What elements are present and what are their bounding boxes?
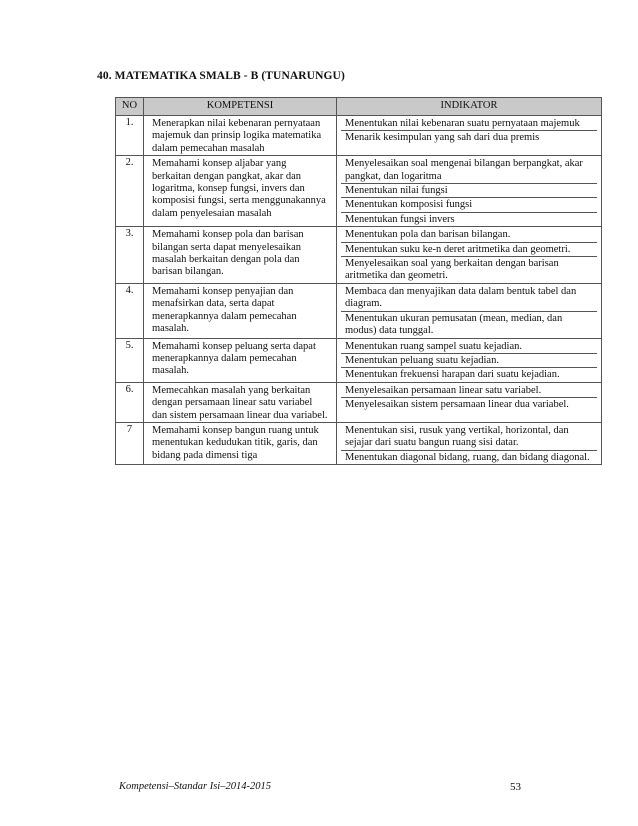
kompetensi-cell	[144, 422, 337, 464]
row-number: 6.	[116, 382, 144, 422]
table-row	[116, 283, 602, 338]
header-indikator: INDIKATOR	[337, 98, 602, 116]
header-no: NO	[116, 98, 144, 116]
page-number: 53	[510, 781, 521, 793]
table-row	[116, 116, 602, 156]
indikator-item: Menentukan suku ke-n deret aritmetika dan geometri.	[341, 243, 597, 257]
table-row	[116, 382, 602, 422]
kompetensi-cell	[144, 156, 337, 227]
section-title: 40. MATEMATIKA SMALB - B (TUNARUNGU)	[97, 70, 345, 82]
indikator-item: Menentukan diagonal bidang, ruang, dan bidang diagonal.	[345, 451, 590, 463]
indikator-cell	[337, 283, 602, 338]
indikator-item: Menentukan fungsi invers	[345, 213, 455, 225]
indikator-item: Menentukan peluang suatu kejadian.	[341, 354, 597, 368]
indikator-item: Menyelesaikan sistem persamaan linear dua variabel.	[345, 399, 569, 411]
kompetensi-text: Memecahkan masalah yang berkaitan dengan persamaan linear satu variabel dan sistem persamaan linear dua variabel.	[152, 384, 328, 421]
indikator-item: Menentukan sisi, rusuk yang vertikal, horizontal, dan sejajar dari suatu bangun ruang sisi datar.	[341, 424, 597, 451]
indikator-item: Menentukan komposisi fungsi	[341, 198, 597, 212]
kompetensi-text: Memahami konsep peluang serta dapat menerapkannya dalam pemecahan masalah.	[152, 340, 316, 377]
footer-text: Kompetensi–Standar Isi–2014-2015	[119, 781, 271, 792]
kompetensi-cell	[144, 227, 337, 284]
row-number: 5.	[116, 338, 144, 382]
indikator-item: Menentukan nilai kebenaran suatu pernyataan majemuk	[341, 117, 597, 131]
table-row	[116, 422, 602, 464]
table-row	[116, 227, 602, 284]
row-number: 7	[116, 422, 144, 464]
header-kompetensi: KOMPETENSI	[144, 98, 337, 116]
indikator-item: Menarik kesimpulan yang sah dari dua premis	[345, 132, 540, 144]
indikator-cell	[337, 422, 602, 464]
indikator-item: Menentukan pola dan barisan bilangan.	[341, 228, 597, 242]
indikator-item: Menyelesaikan persamaan linear satu variabel.	[341, 384, 597, 398]
table-row	[116, 338, 602, 382]
indikator-item: Menyelesaikan soal mengenai bilangan berpangkat, akar pangkat, dan logaritma	[341, 157, 597, 184]
kompetensi-text: Memahami konsep pola dan barisan bilangan serta dapat menyelesaikan masalah berkaitan dengan pola dan barisan bilangan.	[152, 229, 304, 278]
indikator-cell	[337, 338, 602, 382]
competency-table	[115, 97, 602, 465]
table-row	[116, 156, 602, 227]
kompetensi-text: Memahami konsep bangun ruang untuk menentukan kedudukan titik, garis, dan bidang pada dimensi tiga	[152, 424, 319, 461]
kompetensi-text: Memahami konsep penyajian dan menafsirkan data, serta dapat menerapkannya dalam pemecahan masalah.	[152, 285, 297, 335]
row-number: 4.	[116, 283, 144, 338]
indikator-cell	[337, 382, 602, 422]
kompetensi-cell	[144, 283, 337, 338]
indikator-item: Menentukan ukuran pemusatan (mean, median, dan modus) data tunggal.	[345, 312, 563, 337]
indikator-item: Menyelesaikan soal yang berkaitan dengan barisan aritmetika dan geometri.	[345, 258, 559, 282]
kompetensi-text: Menerapkan nilai kebenaran pernyataan majemuk dan prinsip logika matematika dalam pemecahan masalah	[152, 118, 322, 154]
indikator-item: Menentukan frekuensi harapan dari suatu kejadian.	[345, 369, 560, 381]
indikator-cell	[337, 116, 602, 156]
row-number: 3.	[116, 227, 144, 284]
indikator-cell	[337, 156, 602, 227]
indikator-cell	[337, 227, 602, 284]
kompetensi-text: Memahami konsep aljabar yang berkaitan dengan pangkat, akar dan logaritma, konsep fungsi, invers dan komposisi fungsi, serta menggunakannya dalam penyelesaian masalah	[152, 158, 326, 219]
indikator-item: Membaca dan menyajikan data dalam bentuk tabel dan diagram.	[341, 285, 597, 312]
row-number: 2.	[116, 156, 144, 227]
table-header-row	[116, 98, 602, 116]
row-number: 1.	[116, 116, 144, 156]
indikator-item: Menentukan ruang sampel suatu kejadian.	[341, 340, 597, 354]
kompetensi-cell	[144, 116, 337, 156]
indikator-item: Menentukan nilai fungsi	[341, 184, 597, 198]
kompetensi-cell	[144, 338, 337, 382]
kompetensi-cell	[144, 382, 337, 422]
